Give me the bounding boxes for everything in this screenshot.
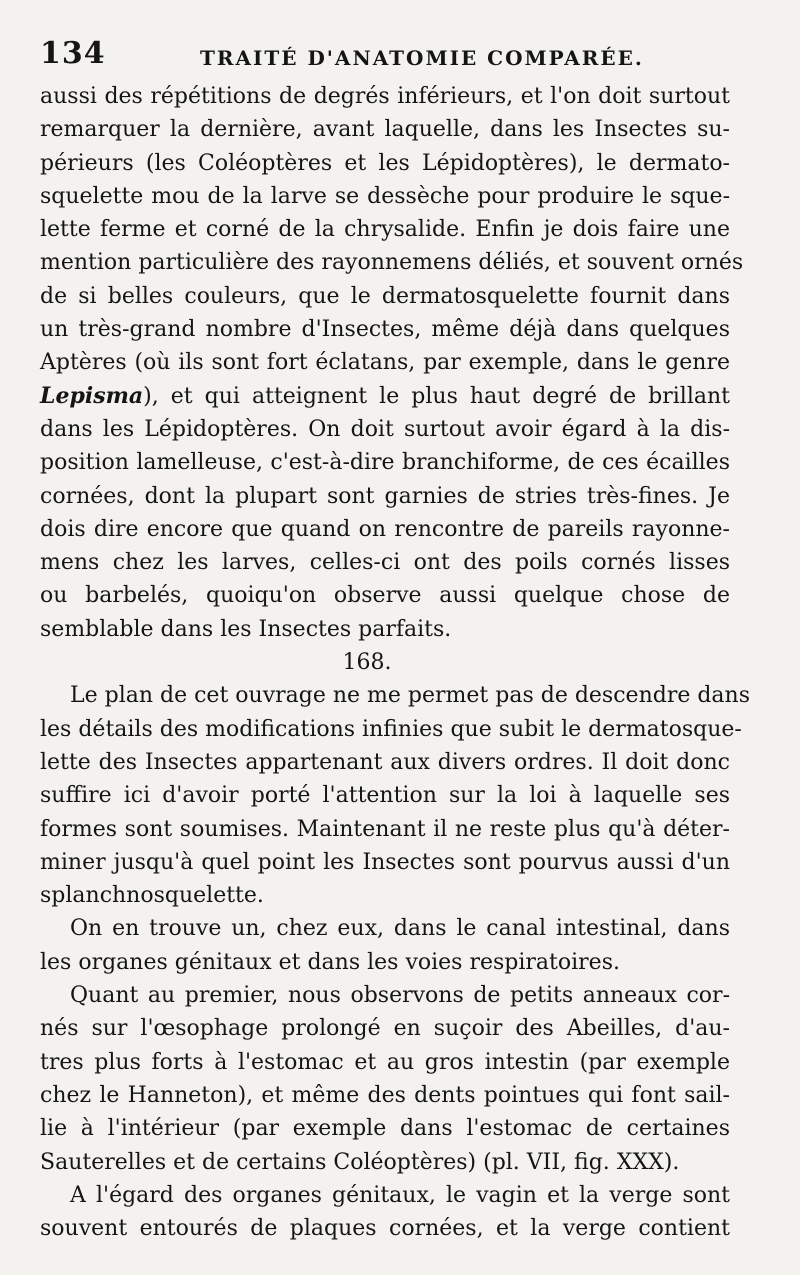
text-line: souvent entourés de plaques cornées, et la verge contient: [40, 1216, 730, 1242]
text-line: dois dire encore que quand on rencontre de pareils rayonne-: [40, 516, 730, 542]
paragraph-3: [40, 912, 730, 979]
text-line: mens chez les larves, celles-ci ont des poils cornés lisses: [40, 550, 730, 576]
text-line: semblable dans les Insectes parfaits.: [40, 616, 452, 642]
running-title: TRAITÉ D'ANATOMIE COMPARÉE.: [200, 46, 644, 70]
paragraph-5: [40, 1179, 730, 1246]
text-line: tres plus forts à l'estomac et au gros intestin (par exemple: [40, 1049, 730, 1075]
text-line: les détails des modifications infinies que subit le dermatosque-: [40, 716, 742, 742]
text-line-rest: ), et qui atteignent le plus haut degré de brillant: [143, 383, 730, 409]
text-line: aussi des répétitions de degrés inférieurs, et l'on doit surtout: [40, 84, 730, 109]
text-line: ou barbelés, quoiqu'on observe aussi quelque chose de: [40, 583, 730, 609]
text-line: de si belles couleurs, que le dermatosquelette fournit dans: [40, 283, 730, 309]
text-line: suffire ici d'avoir porté l'attention sur la loi à laquelle ses: [40, 783, 730, 809]
running-head: [40, 36, 760, 76]
text-line-with-italic: [40, 380, 730, 413]
text-line: cornées, dont la plupart sont garnies de stries très-fines. Je: [40, 483, 730, 509]
text-line: Sauterelles et de certains Coléoptères) (pl. VII, fig. XXX).: [40, 1149, 680, 1175]
text-line: dans les Lépidoptères. On doit surtout avoir égard à la dis-: [40, 416, 730, 442]
page-number: 134: [40, 36, 106, 71]
text-line: remarquer la dernière, avant laquelle, dans les Insectes su-: [40, 117, 730, 143]
text-line: splanchnosquelette.: [40, 883, 264, 909]
text-line: mention particulière des rayonnemens déliés, et souvent ornés: [40, 250, 744, 276]
text-line: On en trouve un, chez eux, dans le canal intestinal, dans: [70, 916, 730, 942]
text-line: squelette mou de la larve se dessèche pour produire le sque-: [40, 183, 730, 209]
text-line: un très-grand nombre d'Insectes, même déjà dans quelques: [40, 317, 730, 343]
text-line: A l'égard des organes génitaux, le vagin et la verge sont: [70, 1182, 730, 1208]
paragraph-1: [40, 80, 744, 646]
text-line: lette des Insectes appartenant aux divers ordres. Il doit donc: [40, 749, 730, 775]
text-line: Aptères (où ils sont fort éclatans, par exemple, dans le genre: [40, 350, 730, 376]
paragraph-4: [40, 979, 730, 1179]
body-text: [40, 80, 751, 1245]
text-line: chez le Hanneton), et même des dents pointues qui font sail-: [40, 1082, 730, 1108]
text-line: position lamelleuse, c'est-à-dire branchiforme, de ces écailles: [40, 450, 730, 476]
text-line: périeurs (les Coléoptères et les Lépidoptères), le dermato-: [40, 150, 730, 176]
text-line: Quant au premier, nous observons de petits anneaux cor-: [70, 983, 730, 1009]
italic-genus-name: Lepisma: [40, 382, 144, 409]
paragraph-2: [40, 679, 751, 912]
text-line: lie à l'intérieur (par exemple dans l'estomac de certaines: [40, 1116, 730, 1142]
text-line: les organes génitaux et dans les voies respiratoires.: [40, 949, 620, 975]
text-line: nés sur l'œsophage prolongé en suçoir des Abeilles, d'au-: [40, 1016, 730, 1042]
text-line: miner jusqu'à quel point les Insectes sont pourvus aussi d'un: [40, 849, 730, 875]
text-line: Le plan de cet ouvrage ne me permet pas de descendre dans: [70, 683, 751, 709]
text-line: formes sont soumises. Maintenant il ne reste plus qu'à déter-: [40, 816, 730, 842]
section-number: 168.: [342, 650, 392, 676]
text-line: lette ferme et corné de la chrysalide. Enfin je dois faire une: [40, 217, 730, 243]
